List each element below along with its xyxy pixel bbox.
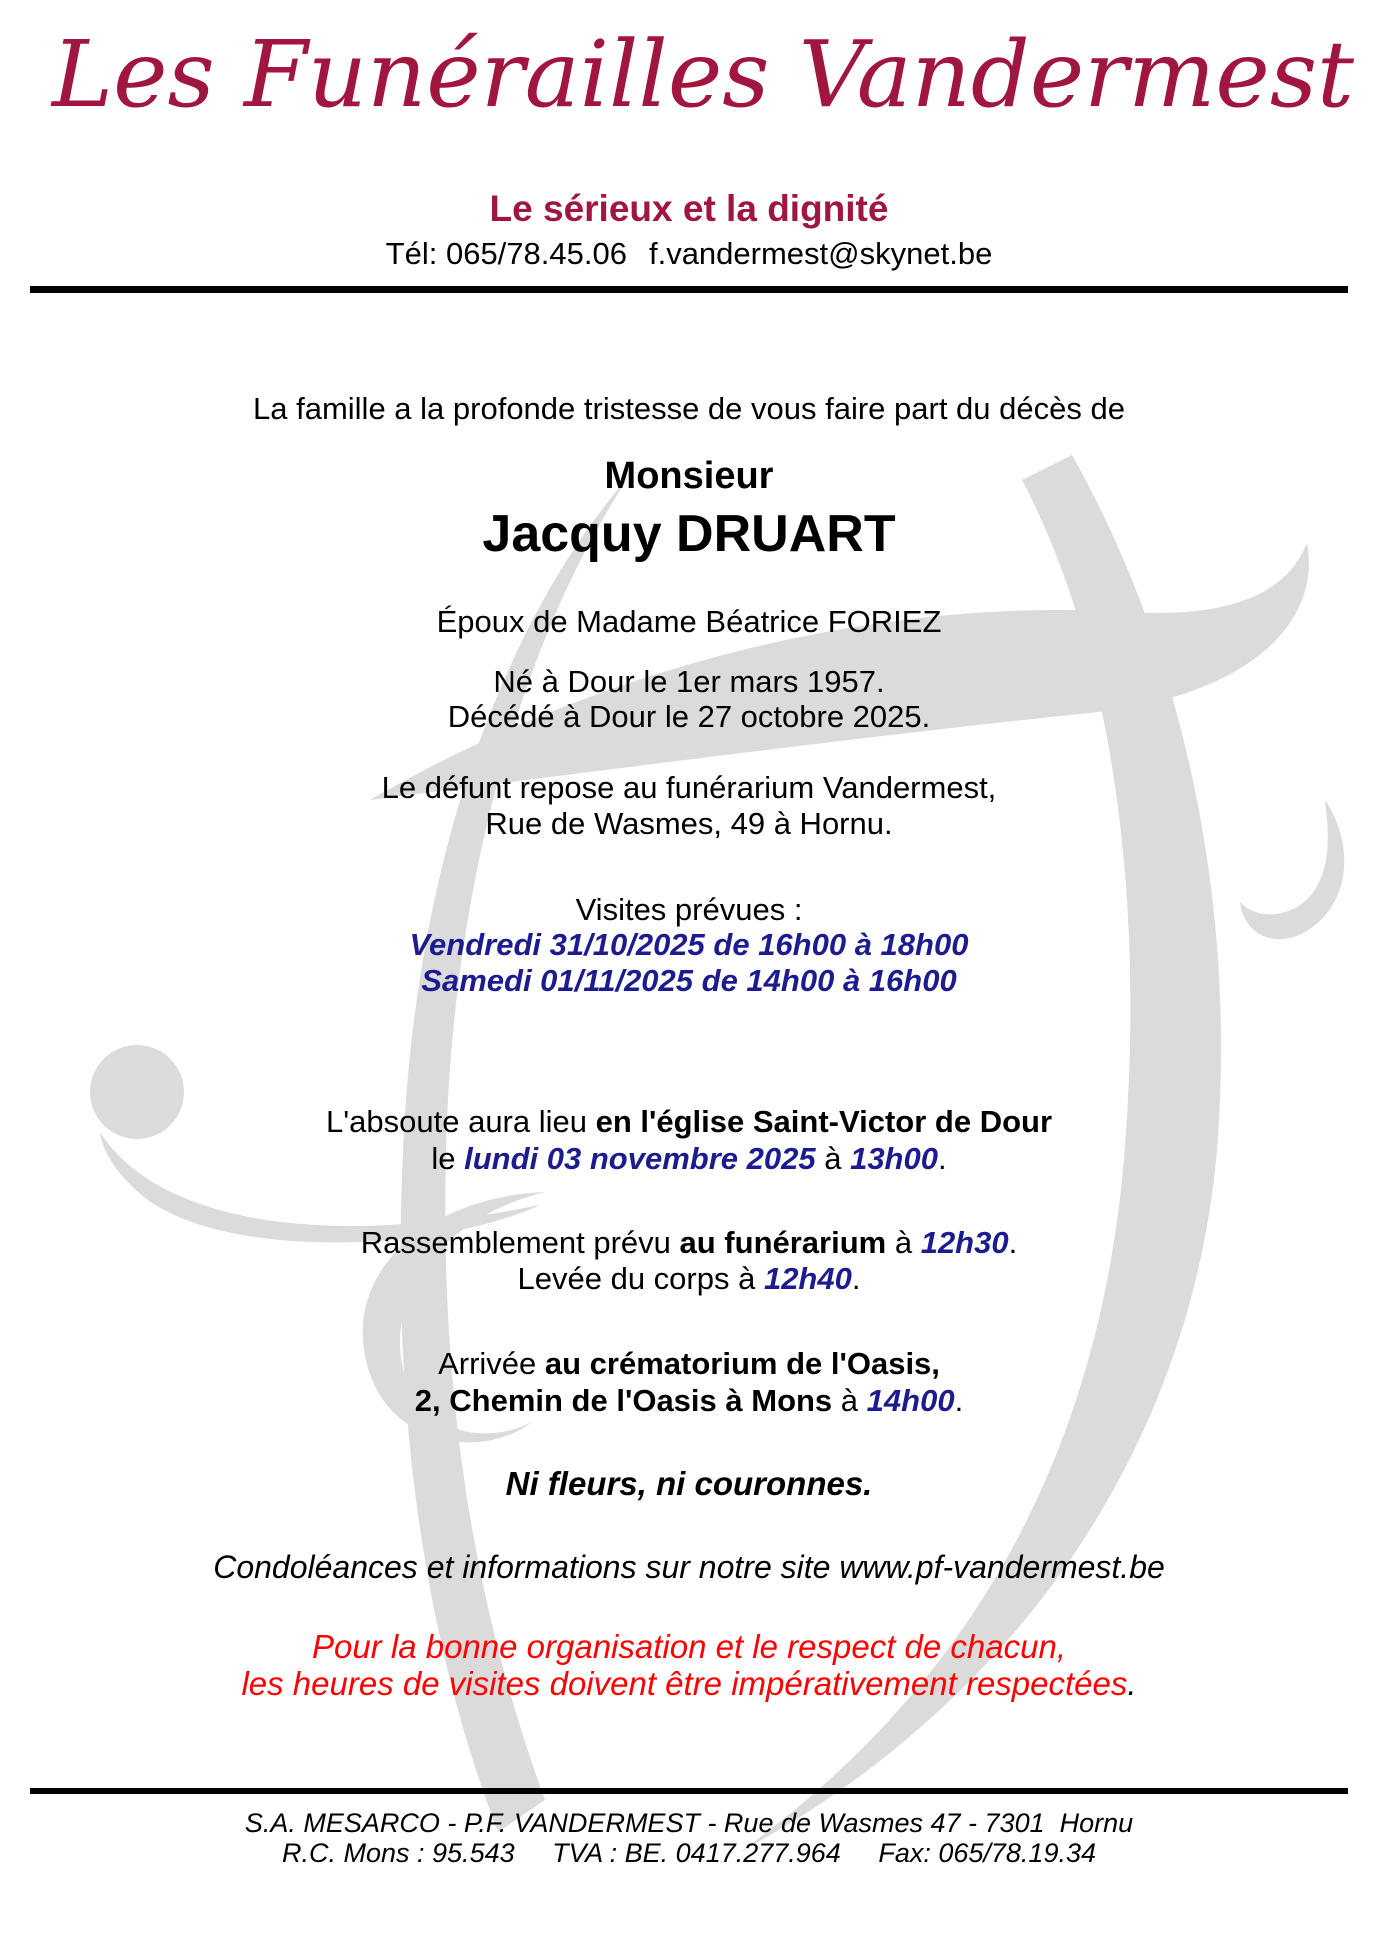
- visits-schedule: [0, 927, 1378, 999]
- arrival-pre-segment: Arrivée: [438, 1346, 545, 1381]
- condolences-line: Condoléances et informations sur notre site www.pf-vandermest.be: [213, 1549, 1165, 1585]
- absoute-regular-segment: L'absoute aura lieu: [325, 1104, 596, 1139]
- absoute-mid-segment: à: [815, 1141, 851, 1176]
- assembly-pre-segment: Rassemblement prévu: [360, 1225, 680, 1260]
- arrival-block: [0, 1345, 1378, 1419]
- repose-line-2: Rue de Wasmes, 49 à Hornu.: [485, 806, 893, 841]
- brand-slogan: Le sérieux et la dignité: [489, 188, 889, 229]
- absoute-block: [0, 1103, 1378, 1177]
- arrival-address-segment: 2, Chemin de l'Oasis à Mons: [414, 1383, 833, 1418]
- civility-title: Monsieur: [604, 455, 774, 497]
- phone-number: Tél: 065/78.45.06: [385, 236, 627, 271]
- assembly-time-segment: 12h30: [920, 1225, 1009, 1260]
- no-flowers-line: Ni fleurs, ni couronnes.: [505, 1465, 873, 1502]
- body-removal-time-segment: 12h40: [763, 1261, 852, 1296]
- body-removal-period: .: [851, 1261, 861, 1296]
- contact-line: [0, 236, 1378, 272]
- absoute-period: .: [937, 1141, 947, 1176]
- footer-company-line: S.A. MESARCO - P.F. VANDERMEST - Rue de Wasmes 47 - 7301 Hornu: [244, 1808, 1134, 1838]
- notice-line-1: Pour la bonne organisation et le respect de chacun,: [311, 1628, 1066, 1665]
- repose-line-1: Le défunt repose au funérarium Vandermest,: [381, 770, 997, 805]
- absoute-pre-segment: le: [431, 1141, 465, 1176]
- deceased-name: Jacquy DRUART: [482, 505, 896, 563]
- spouse-line: Époux de Madame Béatrice FORIEZ: [436, 604, 942, 639]
- arrival-period: .: [954, 1383, 964, 1418]
- visit-slot-2: Samedi 01/11/2025 de 14h00 à 16h00: [421, 963, 957, 998]
- birth-death-block: [0, 664, 1378, 734]
- visits-heading: Visites prévues :: [575, 892, 803, 927]
- notice-line-2-text: les heures de visites doivent être impérativement respectées: [241, 1665, 1128, 1702]
- arrival-address-line: [0, 1382, 1378, 1419]
- assembly-line: [0, 1225, 1378, 1261]
- bottom-divider: [30, 1788, 1348, 1794]
- body-removal-pre-segment: Levée du corps à: [517, 1261, 764, 1296]
- visit-slot-1: Vendredi 31/10/2025 de 16h00 à 18h00: [409, 927, 969, 962]
- assembly-block: [0, 1225, 1378, 1297]
- email-address: f.vandermest@skynet.be: [648, 236, 993, 271]
- arrival-time-segment: 14h00: [866, 1383, 955, 1418]
- arrival-line: [0, 1345, 1378, 1382]
- notice-line-2: [0, 1665, 1378, 1702]
- notice-period: .: [1127, 1665, 1137, 1702]
- absoute-schedule-line: [0, 1140, 1378, 1177]
- death-line: Décédé à Dour le 27 octobre 2025.: [447, 699, 931, 734]
- brand-title: Les Funérailles Vandermest: [51, 21, 1355, 128]
- assembly-mid-segment: à: [886, 1225, 921, 1260]
- assembly-period: .: [1008, 1225, 1018, 1260]
- arrival-place-segment: au crématorium de l'Oasis,: [544, 1346, 940, 1381]
- arrival-mid-segment: à: [832, 1383, 867, 1418]
- notice-block: [0, 1628, 1378, 1702]
- absoute-line: [0, 1103, 1378, 1140]
- absoute-date-segment: lundi 03 novembre 2025: [464, 1141, 816, 1176]
- top-divider: [30, 286, 1348, 293]
- intro-line: La famille a la profonde tristesse de vous faire part du décès de: [253, 391, 1125, 426]
- absoute-church-segment: en l'église Saint-Victor de Dour: [595, 1104, 1053, 1139]
- body-removal-line: [0, 1261, 1378, 1297]
- repose-block: [0, 770, 1378, 842]
- birth-line: Né à Dour le 1er mars 1957.: [493, 664, 885, 699]
- footer-registration-line: R.C. Mons : 95.543 TVA : BE. 0417.277.964 Fax: 065/78.19.34: [282, 1838, 1096, 1868]
- absoute-time-segment: 13h00: [850, 1141, 938, 1176]
- assembly-place-segment: au funérarium: [679, 1225, 887, 1260]
- footer-block: [0, 1808, 1378, 1868]
